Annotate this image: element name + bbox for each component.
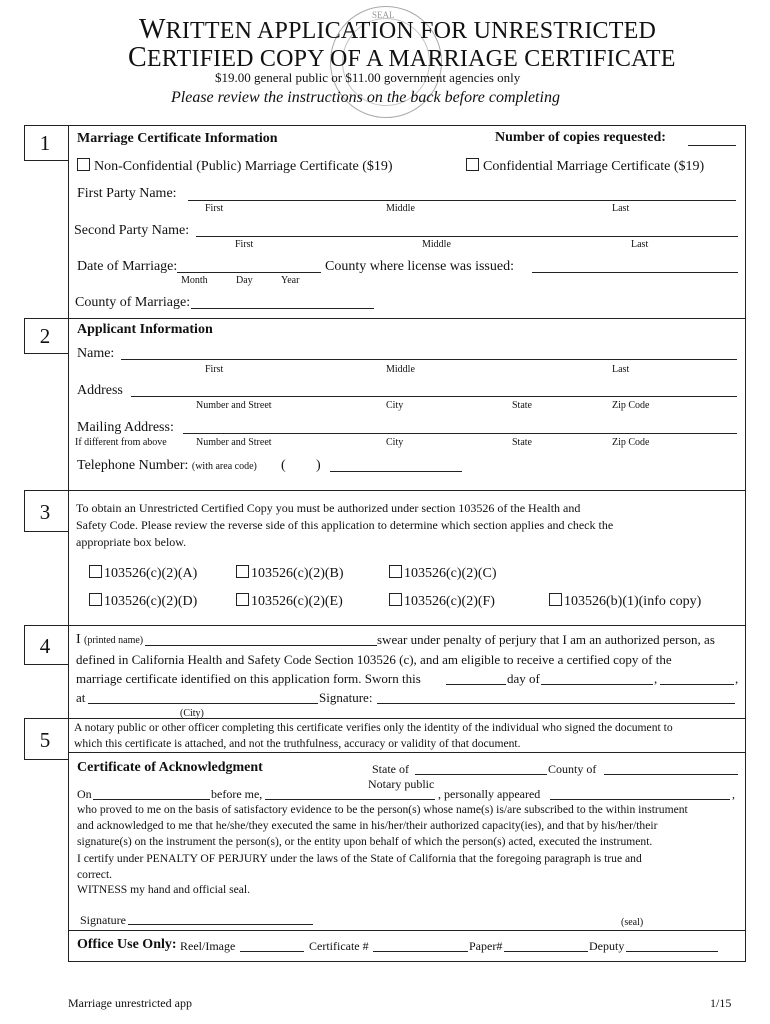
option-103526-c2d[interactable]: 103526(c)(2)(D) bbox=[89, 593, 197, 610]
option-103526-b1[interactable]: 103526(b)(1)(info copy) bbox=[549, 593, 701, 610]
state-of-field[interactable] bbox=[415, 774, 547, 775]
sworn-month-field[interactable] bbox=[541, 684, 653, 685]
section-number-4: 4 bbox=[39, 634, 51, 658]
checkbox-b1[interactable] bbox=[549, 593, 562, 606]
printed-name-field[interactable] bbox=[145, 645, 377, 646]
comma-1: , bbox=[654, 671, 658, 686]
reel-field[interactable] bbox=[240, 951, 304, 952]
section-divider-2 bbox=[24, 318, 746, 319]
paper-field[interactable] bbox=[504, 951, 588, 952]
option-103526-c2b[interactable]: 103526(c)(2)(B) bbox=[236, 565, 344, 582]
section4-line3: marriage certificate identified on this application form. Sworn this bbox=[76, 671, 421, 686]
form-top-border bbox=[24, 125, 746, 126]
section1-heading: Marriage Certificate Information bbox=[77, 131, 278, 146]
on-label: On bbox=[77, 787, 92, 801]
option-103526-c2c[interactable]: 103526(c)(2)(C) bbox=[389, 565, 497, 582]
checkbox-c2f[interactable] bbox=[389, 593, 402, 606]
appeared-name-field[interactable] bbox=[550, 799, 730, 800]
footer-page: 1/15 bbox=[710, 996, 732, 1010]
name-label: Name: bbox=[77, 346, 115, 361]
section-divider-4 bbox=[24, 625, 746, 626]
ack-p6: WITNESS my hand and official seal. bbox=[77, 883, 251, 896]
office-heading: Office Use Only: bbox=[77, 937, 177, 952]
address-city: City bbox=[386, 400, 404, 411]
page-title-line2: CERTIFIED COPY OF A MARRIAGE CERTIFICATE bbox=[128, 42, 676, 73]
section-number-1: 1 bbox=[39, 131, 51, 155]
mailing-field[interactable] bbox=[183, 433, 737, 434]
mailing-zip: Zip Code bbox=[612, 437, 650, 448]
option-public[interactable] bbox=[77, 158, 393, 175]
notary-line2: which this certificate is attached, and not the truthfulness, accuracy or validity of that document. bbox=[74, 737, 521, 750]
address-state: State bbox=[512, 400, 532, 411]
mailing-city: City bbox=[386, 437, 404, 448]
at-label: at bbox=[76, 690, 86, 705]
checkbox-c2b[interactable] bbox=[236, 565, 249, 578]
city-field[interactable] bbox=[88, 703, 318, 704]
printed-name-hint: (printed name) bbox=[84, 635, 144, 646]
fee-line: $19.00 general public or $11.00 government agencies only bbox=[215, 70, 521, 85]
date-of-marriage-field[interactable] bbox=[177, 272, 321, 273]
section3-line1: To obtain an Unrestricted Certified Copy you must be authorized under section 103526 of the Health and bbox=[76, 501, 581, 515]
copies-field[interactable] bbox=[688, 145, 736, 146]
second-party-middle: Middle bbox=[422, 239, 451, 250]
checkbox-c2a[interactable] bbox=[89, 565, 102, 578]
notary-line1: A notary public or other officer completing this certificate verifies only the identity of the individual who signed the document to bbox=[74, 721, 673, 734]
deputy-field[interactable] bbox=[626, 951, 718, 952]
ack-p1: who proved to me on the basis of satisfactory evidence to be the person(s) whose name(s) is/are subscribed to the within instrument bbox=[77, 803, 688, 816]
checkbox-c2d[interactable] bbox=[89, 593, 102, 606]
mailing-number-street: Number and Street bbox=[196, 437, 272, 448]
county-marriage-field[interactable] bbox=[191, 308, 374, 309]
mailing-label: Mailing Address: bbox=[77, 420, 174, 435]
seal-hint: (seal) bbox=[621, 917, 644, 928]
form-right-border bbox=[745, 125, 746, 961]
mailing-state: State bbox=[512, 437, 532, 448]
ack-p5: correct. bbox=[77, 868, 113, 881]
notary-public-label: Notary public bbox=[368, 777, 435, 791]
personally-appeared-label: , personally appeared bbox=[438, 787, 541, 801]
before-me-label: before me, bbox=[211, 787, 263, 801]
section-divider-5 bbox=[24, 718, 746, 719]
address-label: Address bbox=[77, 383, 123, 398]
section-divider-3 bbox=[24, 490, 746, 491]
city-hint: (City) bbox=[180, 708, 204, 719]
first-party-field[interactable] bbox=[188, 200, 736, 201]
sworn-day-field[interactable] bbox=[446, 684, 506, 685]
section2-heading: Applicant Information bbox=[77, 322, 213, 337]
signature-label: Signature: bbox=[319, 690, 373, 705]
address-field[interactable] bbox=[131, 396, 737, 397]
section4-line2: defined in California Health and Safety Code Section 103526 (c), and am eligible to receive a certified copy of the bbox=[76, 652, 672, 667]
certificate-label: Certificate # bbox=[309, 939, 369, 953]
deputy-label: Deputy bbox=[589, 939, 625, 953]
checkbox-c2c[interactable] bbox=[389, 565, 402, 578]
section-number-2: 2 bbox=[39, 324, 51, 348]
public-checkbox[interactable] bbox=[77, 158, 90, 171]
notary-name-field[interactable] bbox=[265, 799, 435, 800]
ack-p3: signature(s) on the instrument the person(s), or the entity upon behalf of which the person(s) acted, executed the instrument. bbox=[77, 835, 653, 848]
phone-hint: (with area code) bbox=[191, 461, 257, 472]
option-103526-c2a[interactable]: 103526(c)(2)(A) bbox=[89, 565, 197, 582]
address-number-street: Number and Street bbox=[196, 400, 272, 411]
checkbox-c2e[interactable] bbox=[236, 593, 249, 606]
name-field[interactable] bbox=[121, 359, 737, 360]
ack-heading: Certificate of Acknowledgment bbox=[77, 760, 263, 775]
section3-line3: appropriate box below. bbox=[76, 535, 187, 549]
name-last: Last bbox=[612, 364, 630, 375]
county-license-field[interactable] bbox=[532, 272, 738, 273]
county-marriage-label: County of Marriage: bbox=[75, 295, 191, 310]
option-103526-c2f[interactable]: 103526(c)(2)(F) bbox=[389, 593, 495, 610]
swear-text: swear under penalty of perjury that I am an authorized person, as bbox=[377, 632, 715, 647]
name-first: First bbox=[205, 364, 224, 375]
county-of-field[interactable] bbox=[604, 774, 738, 775]
form-bottom-border bbox=[68, 961, 746, 962]
comma-3: , bbox=[732, 787, 735, 801]
phone-field[interactable] bbox=[330, 471, 462, 472]
address-zip: Zip Code bbox=[612, 400, 650, 411]
signature-field[interactable] bbox=[377, 703, 735, 704]
i-label: I bbox=[76, 632, 81, 647]
first-party-middle: Middle bbox=[386, 203, 415, 214]
date-day: Day bbox=[236, 275, 253, 286]
notary-signature-label: Signature bbox=[80, 913, 126, 927]
footer-left: Marriage unrestricted app bbox=[68, 996, 192, 1010]
copies-label: Number of copies requested: bbox=[495, 130, 666, 145]
second-party-field[interactable] bbox=[196, 236, 738, 237]
certificate-field[interactable] bbox=[373, 951, 468, 952]
page-title-line1: WRITTEN APPLICATION FOR UNRESTRICTED bbox=[139, 14, 656, 45]
sworn-year-field[interactable] bbox=[660, 684, 734, 685]
form-left-border bbox=[68, 125, 69, 961]
section3-line2: Safety Code. Please review the reverse side of this application to determine which section applies and check the bbox=[76, 518, 614, 532]
date-year: Year bbox=[281, 275, 300, 286]
public-label: Non-Confidential (Public) Marriage Certificate ($19) bbox=[94, 159, 393, 174]
first-party-last: Last bbox=[612, 203, 630, 214]
date-month: Month bbox=[181, 275, 208, 286]
phone-paren-close: ) bbox=[316, 458, 321, 473]
on-date-field[interactable] bbox=[93, 799, 210, 800]
day-of-label: day of bbox=[507, 671, 540, 686]
paper-label: Paper# bbox=[469, 939, 503, 953]
second-party-last: Last bbox=[631, 239, 649, 250]
option-confidential[interactable] bbox=[466, 158, 704, 175]
section-number-5: 5 bbox=[39, 728, 51, 752]
name-middle: Middle bbox=[386, 364, 415, 375]
instructions-line: Please review the instructions on the back before completing bbox=[171, 89, 560, 106]
first-party-first: First bbox=[205, 203, 224, 214]
date-of-marriage-label: Date of Marriage: bbox=[77, 259, 178, 274]
first-party-label: First Party Name: bbox=[77, 186, 177, 201]
section-number-3: 3 bbox=[39, 500, 51, 524]
office-divider bbox=[68, 930, 746, 931]
second-party-label: Second Party Name: bbox=[74, 223, 190, 238]
ack-divider bbox=[68, 752, 746, 753]
confidential-checkbox[interactable] bbox=[466, 158, 479, 171]
county-of-label: County of bbox=[548, 762, 597, 776]
ack-p4: I certify under PENALTY OF PERJURY under the laws of the State of California that the foregoing paragraph is true and bbox=[77, 852, 642, 865]
comma-2: , bbox=[735, 671, 739, 686]
reel-label: Reel/Image bbox=[180, 939, 236, 953]
if-different-hint: If different from above bbox=[75, 437, 167, 448]
confidential-label: Confidential Marriage Certificate ($19) bbox=[483, 159, 705, 174]
county-license-label: County where license was issued: bbox=[325, 259, 514, 274]
seal-label: SEAL bbox=[372, 10, 395, 20]
state-of-label: State of bbox=[372, 762, 409, 776]
phone-label: Telephone Number: (with area code) bbox=[77, 458, 257, 473]
ack-p2: and acknowledged to me that he/she/they executed the same in his/her/their authorized capacity(ies), and that by his/her/their bbox=[77, 819, 658, 832]
option-103526-c2e[interactable]: 103526(c)(2)(E) bbox=[236, 593, 343, 610]
notary-signature-field[interactable] bbox=[128, 924, 313, 925]
phone-paren-open: ( bbox=[281, 458, 286, 473]
second-party-first: First bbox=[235, 239, 254, 250]
